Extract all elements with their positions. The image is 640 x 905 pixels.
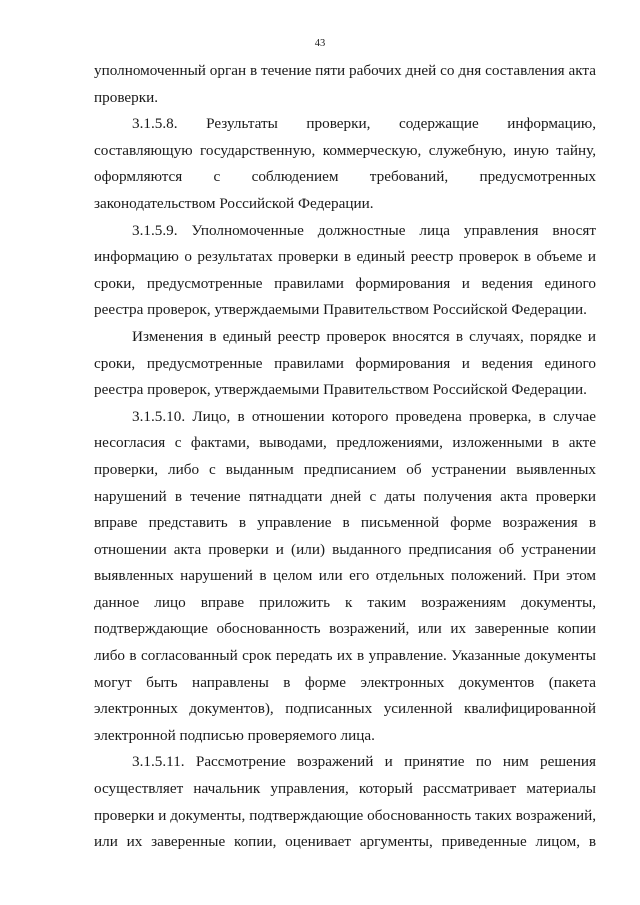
text-line: Изменения в единый реестр проверок вносятся в случаях, порядке и	[132, 327, 596, 345]
text-line: выявленных нарушений в целом или его отдельных положений. При этом	[94, 567, 596, 585]
text-line: реестра проверок, утверждаемыми Правительством Российской Федерации.	[94, 381, 587, 399]
text-line: электронных документов), подписанных усиленной квалифицированной	[94, 700, 596, 718]
text-line: реестра проверок, утверждаемыми Правительством Российской Федерации.	[94, 301, 587, 319]
text-line: сроки, предусмотренные правилами формирования и ведения единого	[94, 274, 596, 292]
text-line: 3.1.5.10. Лицо, в отношении которого проведена проверка, в случае	[132, 407, 596, 425]
paragraph-3-1-5-10	[94, 404, 596, 750]
text-line: вправе представить в управление в письменной форме возражения в	[94, 514, 596, 532]
text-line: подтверждающие обоснованность возражений, или их заверенные копии	[94, 620, 596, 638]
text-line: могут быть направлены в форме электронных документов (пакета	[94, 673, 596, 691]
text-line: либо в согласованный срок передать их в управление. Указанные документы	[94, 647, 596, 665]
text-line: проверки и документы, подтверждающие обоснованность таких возражений,	[94, 806, 596, 824]
text-line: электронной подписью проверяемого лица.	[94, 726, 375, 744]
text-line: или их заверенные копии, оценивает аргументы, приведенные лицом, в	[94, 833, 596, 851]
text-line: сроки, предусмотренные правилами формирования и ведения единого	[94, 354, 596, 372]
text-line: несогласия с фактами, выводами, предложениями, изложенными в акте	[94, 434, 596, 452]
text-line: 3.1.5.11. Рассмотрение возражений и принятие по ним решения	[132, 753, 596, 771]
text-line: информацию о результатах проверки в единый реестр проверок в объеме и	[94, 248, 596, 266]
paragraph-continuation	[94, 58, 596, 111]
paragraph-registry-changes	[94, 324, 596, 404]
text-line: 3.1.5.8. Результаты проверки, содержащие информацию,	[132, 115, 596, 133]
text-line: проверки.	[94, 88, 159, 106]
text-line: законодательством Российской Федерации.	[94, 194, 374, 212]
paragraph-3-1-5-9	[94, 218, 596, 324]
text-line: уполномоченный орган в течение пяти рабочих дней со дня составления акта	[94, 62, 596, 79]
text-line: проверки, либо с выданным предписанием об устранении выявленных	[94, 460, 596, 478]
paragraph-3-1-5-11	[94, 749, 596, 855]
paragraph-3-1-5-8	[94, 111, 596, 217]
text-line: данное лицо вправе приложить к таким возражениям документы,	[94, 593, 596, 611]
text-line: осуществляет начальник управления, который рассматривает материалы	[94, 780, 596, 798]
text-line: отношении акта проверки и (или) выданного предписания об устранении	[94, 540, 596, 558]
text-line: составляющую государственную, коммерческую, служебную, иную тайну,	[94, 141, 596, 159]
document-body	[94, 58, 596, 856]
text-line: нарушений в течение пятнадцати дней с даты получения акта проверки	[94, 487, 596, 505]
text-line: оформляются с соблюдением требований, предусмотренных	[94, 168, 596, 186]
text-line: 3.1.5.9. Уполномоченные должностные лица управления вносят	[132, 221, 596, 239]
page-number: 43	[314, 38, 326, 49]
